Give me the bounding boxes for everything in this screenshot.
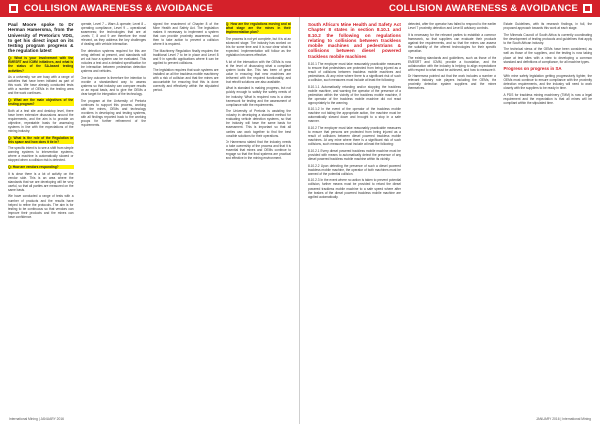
body-paragraph: detected, after the operator has failed to respond to the earlier Level 7 proximity detection and Level 8 advisory controls. [407, 22, 497, 31]
section-title: COLLISION AWARENESS & AVOIDANCE [388, 3, 578, 14]
body-paragraph: With mine safety legislation getting progressively tighter, the OEMs must continue to ensure compliance with the proximity detection requirements, and the industry will need to work closely with the suppliers to be ready in time. [503, 73, 593, 90]
body-paragraph: The technical views of the OEMs have been considered, as well as those of the suppliers, and the testing is now taking place at test sites with a view to developing a common standard and definitions of compliance, for all machine types. [503, 47, 593, 64]
right-column-3 [503, 22, 592, 410]
header-square-icon [9, 4, 18, 13]
answer-paragraph: Both at a test site and desktop level, there have been extensive discussions around the requirements, and the aim is to provide an objective, repeatable basis for assessing systems in line with the expectations of the mining industry. [8, 108, 74, 133]
body-paragraph: A PDS for trackless mining machinery (TMM) is now a legal requirement and the expectation is that all mines will be compliant within the stipulated time. [503, 92, 593, 105]
body-paragraph: The Minerals Council of South Africa is currently coordinating the development of testing protocols and guidelines that apply to the South African industry. [503, 32, 593, 45]
answer-paragraph: A lot of the interaction with the OEMs is now at the level of discussing what a compliant system looks like. This has been of great value in ensuring that new machines are delivered with the required functionality, and that retrofit solutions are also available. [225, 59, 291, 84]
answer-paragraph: What is standard is making progress, but not quickly enough to satisfy the safety needs of the industry. What is required now is a clear framework for testing and the assessment of compliance with the requirements. [225, 86, 291, 107]
page-footer: International Mining | JANUARY 2016 [9, 417, 64, 421]
body-paragraph: signed the enactment of Chapter 8 of the Mine Health and Safety Act. The legislation makes it necessary to implement a system that can provide proximity awareness, and then to take action to prevent a collision where it is required. [153, 22, 219, 47]
section-title: COLLISION AWARENESS & AVOIDANCE [24, 3, 214, 14]
regulation-paragraph: 8.10.2.1 Every diesel powered trackless mobile machine must be provided with means to automatically detect the presence of any diesel powered trackless mobile machine within its vicinity. [308, 148, 401, 162]
intro-lead: Paul Moore spoke to Dr Herman Hamersma, from the University of Pretoria's VDG, to get his direct input on its testing program progress & the regulation latest [8, 22, 74, 54]
left-column-1 [8, 22, 74, 410]
right-page-header [300, 0, 600, 17]
left-column-3 [153, 22, 219, 410]
body-paragraph: One key outcome is therefore the intention to provide a standardised way to assess systems so that industry can compare results on an equal basis, and to give the OEMs a clear target for integration of the technology. [80, 75, 146, 96]
regulation-paragraph: 8.10.1 The employer must take reasonably practicable measures to ensure that pedestrians are protected from being injured as a result of collisions between trackless mobile machines and pedestrians. At any mine where there is a significant risk of such a collision, such measures must include at least the following: [308, 61, 401, 82]
question: Q: What are the main objectives of the testing program? [8, 97, 74, 107]
right-column-1 [308, 22, 401, 410]
body-paragraph: The detection systems required for this are being defined at present, and standards will set out how a system can be evaluated. This includes a test and a detailed specification for the interaction between pedestrian detection systems and vehicles. [80, 48, 146, 74]
question: Q: How are the regulations moving and at what stage are the mines in their implementation plan? [225, 22, 291, 35]
body-paragraph: Dr Hamersma pointed out that the work includes a number of relevant industry role players including the OEMs, the proximity detection system suppliers and the mines themselves. [407, 74, 497, 91]
body-paragraph: operate, Level 7 – Warn & operate; Level 8 – operating compliance, Level 9 – operational awareness; the technologies that are at Levels 7, 8 and 9 are therefore the most relevant, as they address the key challenges of dealing with vehicle interaction. [80, 22, 146, 47]
right-column-2 [408, 22, 497, 410]
body-paragraph: It is necessary for the relevant parties to establish a common framework, so that suppliers can evaluate their products against the requirements, and so that the mines can assess the suitability of the offered technologies for their specific operation. [407, 32, 497, 53]
answer-paragraph: The University of Pretoria is assisting the industry in developing a standard method for evaluating vehicle detection systems, so that the industry will have the same basis for assessment. This is important so that all parties can work together to find the best possible solutions for their operations. [225, 109, 291, 138]
answer-paragraph: As a university, we are busy with a range of activities that have been initiated as part of this work. We have already conducted tests with a number of OEMs in the testing area and the work continues. [8, 75, 74, 96]
left-page-columns [8, 22, 291, 410]
regulation-lead: South Africa's Mine Health and Safety Act Chapter 8 states in section 8.10.1 and 8.10.2 the following on regulations relating to collisions between trackless mobile machines and pedestrians & collisions between diesel powered trackless mobile machines [308, 22, 401, 59]
question: Q: How are vendors responding? [8, 165, 74, 169]
regulation-paragraph: 8.10.2 The employer must take reasonably practicable measures to ensure that persons are protected from being injured as a result of collisions between diesel powered trackless mobile machines. At any mine where there is a significant risk of such collisions, such measures must include at least the following: [308, 126, 401, 147]
body-paragraph: The Machinery Regulation finally requires the traditional Level 7 to be in place and Level 8 and 9 in specific applications where it can be applied to prevent collisions. [153, 48, 219, 66]
subheading: Progress on progress in SA [503, 66, 562, 72]
page-footer: JANUARY 2016 | International Mining [536, 417, 591, 421]
question: Q: What is the role of the Regulation in this space and how does it tie in? [8, 135, 74, 144]
answer-paragraph: We have conducted a range of tests with a number of products and the results have helped to refine the protocols. The aim is for testing to be continuous so that vendors can improve their products and the mines can have confidence. [8, 194, 74, 219]
answer-paragraph: Dr Hamersma stated that the industry needs to take ownership of the process and that it is essential that mines and OEMs continue to engage so that the final systems are practical and effective in the mining environment. [225, 140, 291, 161]
body-paragraph: The legislation requires that such systems are installed on all the trackless mobile machinery with a risk of collision and that the mines are accountable for ensuring that this is done correctly and effectively within the stipulated period. [153, 67, 219, 92]
answer-paragraph: The process is not yet complete, but it is at an advanced stage. The industry has worked on this for some time and it is now clear what is expected. Implementation will follow as the legislation becomes effective. [225, 36, 291, 57]
answer-paragraph: It is clear there is a lot of activity on the vendor side. This is an area where the standards that we are developing will be very useful, so that all parties are measured on the same basis. [8, 171, 74, 192]
right-page [300, 0, 600, 424]
left-column-4 [226, 22, 292, 410]
body-paragraph: The existing standards and guidelines, such as those of the EMESRT and ICMM, provide a foundation, and the collaboration with the industry is helping to align expectations with respect to what must be achieved, and how to measure it. [407, 55, 497, 72]
question: Q: What is your involvement with the EMESRT and ICMM initiatives, and what is the status of the SA-based testing activities? [8, 56, 74, 73]
left-page-header [0, 0, 300, 17]
regulation-paragraph: 8.10.1.1 Automatically retarding and/or stopping the trackless mobile machine, and warning the operator of the presence of a pedestrian within the vicinity of the trackless mobile machine, if the operator of the trackless mobile machine did not react appropriately to the warning. [308, 84, 401, 105]
body-paragraph: The program at the University of Pretoria continues to support this process, working with the mines, OEMs and technology providers in developing and testing systems, with all findings reported back to the working groups for further refinement of the requirements. [80, 98, 146, 127]
regulation-paragraph: 8.10.2.2 Upon detecting the presence of such a diesel powered trackless mobile machine, the operator of both machines must be warned of the potential collision. [308, 163, 401, 176]
header-square-icon [583, 4, 592, 13]
body-paragraph: Estate Guidelines, with its research findings, in full, the proposed approach towards this work at each stage. [503, 22, 593, 31]
right-page-columns [308, 22, 592, 410]
regulation-paragraph: 8.10.2.3 In the event where no action is taken to prevent potential collision, further means must be provided to retard the diesel powered trackless mobile machine to a safe speed where after the brakes of the diesel powered trackless mobile machine are applied automatically. [308, 178, 401, 199]
left-column-2 [81, 22, 147, 410]
answer-paragraph: The specific intent is to see a shift from simple warning systems to intervention systems, where a machine is automatically slowed or stopped when a collision risk is detected. [8, 146, 74, 163]
regulation-paragraph: 8.10.1.2 In the event of the operator of the trackless mobile machine not taking the appropriate action, the machine must be automatically slowed down and brought to a stop in a safe manner. [308, 107, 401, 124]
